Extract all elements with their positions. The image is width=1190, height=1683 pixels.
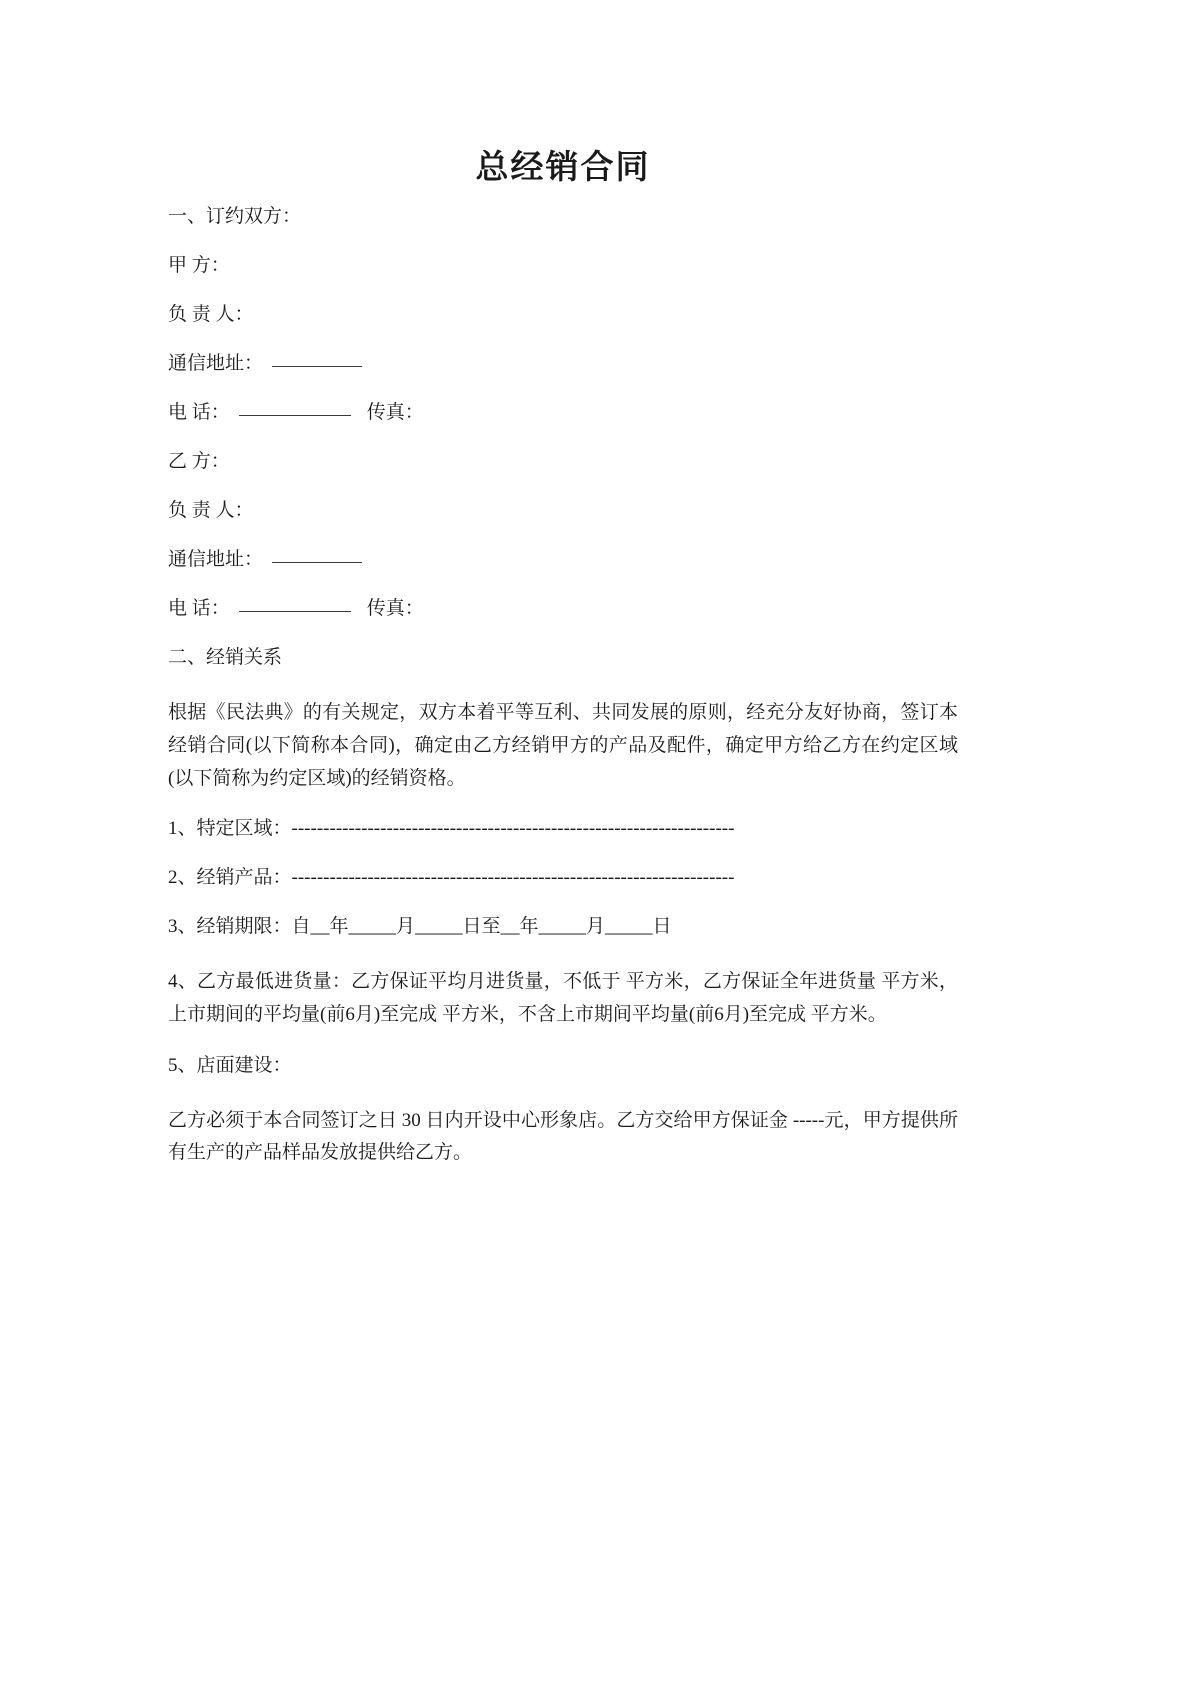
party-a-address-blank[interactable] [272,366,362,367]
party-b-address-blank[interactable] [272,562,362,563]
clause-term-value[interactable]: 自__年_____月_____日至__年_____月_____日 [291,916,672,938]
clause-products-value[interactable]: ---------------------------------------------------------------------- [291,867,735,889]
clause-special-area [168,819,958,838]
party-a-address-row [168,354,958,373]
party-a-fax-label: 传真： [366,402,424,424]
clause-minimum-purchase-label: 乙方最低进货量： [197,971,352,993]
section-two-heading: 二、经销关系 [168,647,283,669]
party-a-phone-blank[interactable] [239,415,351,416]
party-a-address-label: 通信地址： [168,353,264,375]
clause-products-label: 经销产品： [196,867,292,889]
party-b-address-row [168,550,958,569]
party-a-phone-label: 电 话： [168,402,230,424]
party-a-name-label: 甲 方： [168,255,230,277]
clause-minimum-purchase-number: 4、 [168,971,198,993]
clause-term-label: 经销期限： [196,916,292,938]
clause-store-construction-number: 5、 [168,1054,197,1076]
clause-products-number: 2、 [168,867,197,889]
party-a-contact-row [168,403,958,422]
party-b-fax-label: 传真： [366,598,424,620]
party-b-name-label: 乙 方： [168,451,230,473]
party-b-address-label: 通信地址： [168,549,264,571]
clause-store-construction [168,1056,958,1075]
clause-minimum-purchase [168,966,958,1031]
page-title: 总经销合同 [475,150,651,186]
clause-term-number: 3、 [168,916,197,938]
section-two-preamble: 根据《民法典》的有关规定，双方本着平等互利、共同发展的原则，经充分友好协商，签订本经销合同(以下简称本合同)，确定由乙方经销甲方的产品及配件，确定甲方给乙方在约定区域(以下简称为约定区域)的经销资格。 [168,702,958,789]
store-clause-text: 乙方必须于本合同签订之日 30 日内开设中心形象店。乙方交给甲方保证金 -----元，甲方提供所有生产的产品样品发放提供给乙方。 [168,1109,958,1164]
clause-term [168,917,958,936]
section-one-heading: 一、订约双方： [168,206,302,228]
document-content [168,0,958,1194]
party-b-phone-blank[interactable] [239,611,351,612]
clause-products [168,868,958,887]
party-b-contact-row [168,599,958,618]
clause-store-construction-label: 店面建设： [196,1054,292,1076]
party-b-principal-label: 负 责 人： [168,500,254,522]
clause-special-area-value[interactable]: ---------------------------------------------------------------------- [291,818,735,840]
clause-minimum-purchase-value: 乙方保证平均月进货量，不低于 平方米，乙方保证全年进货量 平方米，上市期间的平均量(前6月)至完成 平方米，不含上市期间平均量(前6月)至完成 平方米。 [168,971,958,1025]
clause-special-area-number: 1、 [168,818,197,840]
party-a-principal-label: 负 责 人： [168,304,254,326]
clause-special-area-label: 特定区域： [196,818,292,840]
party-b-phone-label: 电 话： [168,598,230,620]
